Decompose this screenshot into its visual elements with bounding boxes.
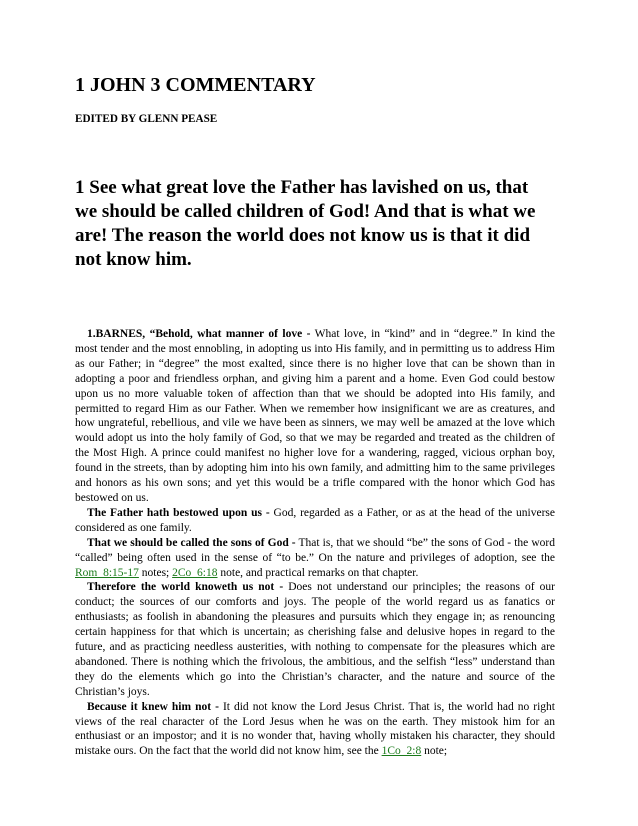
- verse-heading: 1 See what great love the Father has lavished on us, that we should be called children of God! And that is what we are! The reason the world does not know us is that it did not know him.: [75, 177, 536, 270]
- paragraph-lead: 1.BARNES, “Behold, what manner of love -: [87, 328, 311, 340]
- editor-line: EDITED BY GLENN PEASE: [75, 113, 218, 125]
- paragraph-lead: That we should be called the sons of God -: [87, 536, 296, 549]
- paragraph-lead: Therefore the world knoweth us not -: [87, 581, 284, 594]
- paragraph-text: Does not understand our principles; the reasons of our conduct; the sources of our comforts and joys. The people of the world regard us as fanatics or enthusiasts; as foolish in abandoning the pleasures and pursuits which they engage in; as renouncing certain happiness for that which is uncertain; as cherishing false and delusive hopes in regard to the future, and as practicing needless austerities, with nothing to compensate for the pleasures which are abandoned. There is nothing which the frivolous, the ambitious, and the selfish “less” understand than they do the elements which go into the Christian’s character, and the nature and source of the Christian’s joys.: [75, 581, 556, 698]
- commentary-paragraph: [75, 536, 555, 581]
- commentary-paragraph: [75, 700, 555, 760]
- scripture-link-rom[interactable]: Rom_8:15-17: [75, 566, 139, 579]
- commentary-paragraph: [75, 506, 555, 536]
- scripture-link-2co[interactable]: 2Co_6:18: [172, 566, 218, 579]
- commentary-body: [75, 327, 555, 759]
- commentary-paragraph: [75, 580, 555, 699]
- paragraph-text: note;: [421, 745, 448, 758]
- commentary-paragraph: [75, 327, 555, 506]
- page-title: 1 JOHN 3 COMMENTARY: [75, 74, 316, 96]
- paragraph-text: note, and practical remarks on that chapter.: [217, 566, 419, 579]
- paragraph-text: It did not know the Lord Jesus Christ. That is, the world had no right views of the real character of the Lord Jesus when he was on the earth. They mistook him for an enthusiast or an impostor; and it is no wonder that, having wholly mistaken his character, they should mistake ours. On the fact that the world did not know him, see the: [75, 700, 555, 758]
- paragraph-text: notes;: [138, 566, 173, 579]
- paragraph-text: That is, that we should “be” the sons of God - the word “called” being often used in the sense of “to be.” On the nature and privileges of adoption, see the: [75, 536, 555, 564]
- paragraph-lead: The Father hath bestowed upon us -: [87, 506, 270, 519]
- paragraph-lead: Because it knew him not -: [87, 700, 219, 713]
- paragraph-text: What love, in “kind” and in “degree.” In kind the most tender and the most ennobling, in adopting us into His family, and in permitting us to address Him as our Father; in “degree” the most exalted, since there is no higher love that can be shown than in adopting a poor and friendless orphan, and giving him a parent and a home. Even God could bestow upon us no more valuable token of affection than that we should be adopted into His family, and permitted to regard Him as our Father. When we remember how insignificant we are as creatures, and how ungrateful, rebellious, and vile we have been as sinners, we may well be amazed at the love which would adopt us into the holy family of God, so that we may be regarded and treated as the children of the Most High. A prince could manifest no higher love for a wandering, ragged, vicious orphan boy, found in the streets, than by adopting him into his own family, and admitting him to the same privileges and honors as his own sons; and yet this would be a trifle compared with the honor which God has bestowed on us.: [75, 328, 555, 504]
- paragraph-text: God, regarded as a Father, or as at the head of the universe considered as one family.: [75, 506, 555, 534]
- scripture-link-1co[interactable]: 1Co_2:8: [381, 745, 422, 758]
